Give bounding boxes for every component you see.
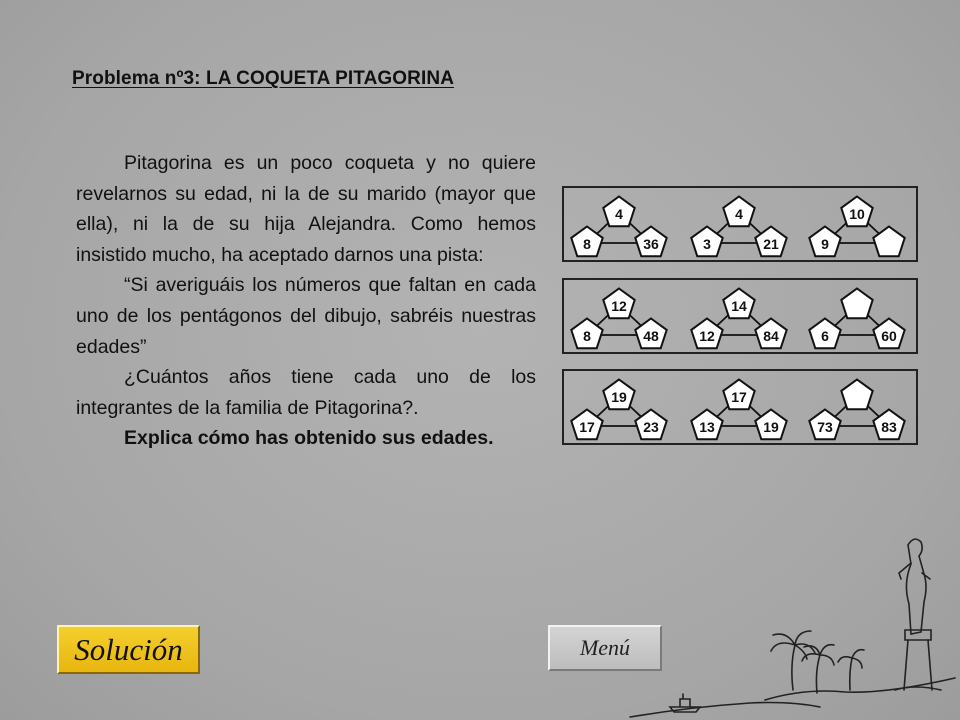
pentagon-number: 10 xyxy=(849,206,865,222)
puzzle-panel-graphic xyxy=(564,188,916,260)
coastal-sketch-icon xyxy=(625,525,960,720)
solucion-button[interactable]: Solución xyxy=(57,625,200,674)
pentagon-number: 19 xyxy=(763,419,779,435)
pentagon-number: 60 xyxy=(881,328,897,344)
pentagon-number: 84 xyxy=(763,328,779,344)
pentagon-number: 19 xyxy=(611,389,627,405)
pentagon-number: 14 xyxy=(731,298,747,314)
pentagon-top xyxy=(841,380,872,410)
pentagon-number: 23 xyxy=(643,419,659,435)
pentagon-number: 21 xyxy=(763,236,779,252)
problem-text xyxy=(76,148,536,454)
pentagon-number: 17 xyxy=(731,389,747,405)
pentagon-number: 4 xyxy=(615,206,623,222)
pentagon-number: 73 xyxy=(817,419,833,435)
paragraph-intro: Pitagorina es un poco coqueta y no quiere revelarnos su edad, ni la de su marido (mayor que ella), ni la de su hija Alejandra. Como hemos insistido mucho, ha aceptado darnos una pista: xyxy=(76,152,536,266)
pentagon-number: 3 xyxy=(703,236,711,252)
pentagon-number: 17 xyxy=(579,419,595,435)
pentagon-number: 48 xyxy=(643,328,659,344)
pentagon-number: 83 xyxy=(881,419,897,435)
puzzle-panel-graphic xyxy=(564,280,916,352)
pentagon-number: 12 xyxy=(611,298,627,314)
pentagon-number: 13 xyxy=(699,419,715,435)
problem-title: Problema nº3: LA COQUETA PITAGORINA xyxy=(72,68,455,89)
pentagon-number: 9 xyxy=(821,236,829,252)
puzzle-panel-3 xyxy=(562,369,918,445)
pentagon-number: 4 xyxy=(735,206,743,222)
pentagon-top xyxy=(841,289,872,319)
paragraph-quote: “Si averiguáis los números que faltan en cada uno de los pentágonos del dibujo, sabréis nuestras edades” xyxy=(76,274,536,358)
puzzle-panel-graphic xyxy=(564,371,916,443)
pentagon-number: 36 xyxy=(643,236,659,252)
pentagon-number: 8 xyxy=(583,328,591,344)
menu-button[interactable]: Menú xyxy=(548,625,662,671)
puzzle-panel-1 xyxy=(562,186,918,262)
puzzle-panel-2 xyxy=(562,278,918,354)
paragraph-instruction: Explica cómo has obtenido sus edades. xyxy=(124,427,494,450)
pentagon-number: 8 xyxy=(583,236,591,252)
paragraph-question: ¿Cuántos años tiene cada uno de los integrantes de la familia de Pitagorina?. xyxy=(76,366,536,419)
pentagon-number: 12 xyxy=(699,328,715,344)
pentagon-right xyxy=(873,227,904,257)
pentagon-number: 6 xyxy=(821,328,829,344)
